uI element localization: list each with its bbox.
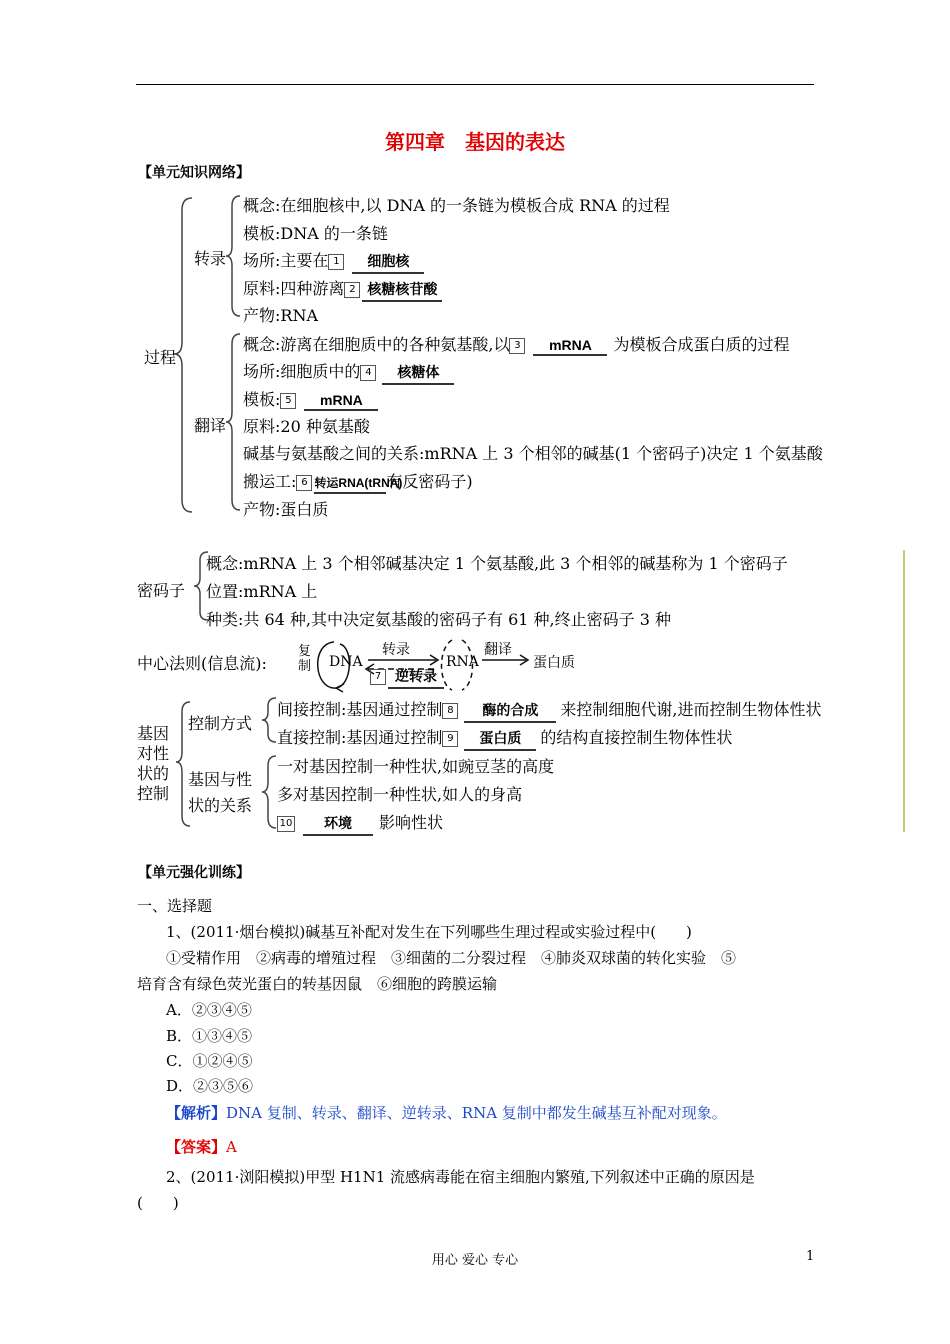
answer-10: 环境 [303, 813, 373, 836]
answer-4: 核糖体 [382, 362, 454, 385]
one-gene-one-trait: 一对基因控制一种性状,如豌豆茎的高度 [277, 757, 555, 776]
transcription-concept: 概念:在细胞核中,以 DNA 的一条链为模板合成 RNA 的过程 [243, 196, 670, 215]
label-translation: 翻译 [194, 416, 227, 435]
translation-base-relation: 碱基与氨基酸之间的关系:mRNA 上 3 个相邻的碱基(1 个密码子)决定 1 个氨基酸 [243, 444, 823, 463]
answer-6: 转运RNA(tRNA) [314, 474, 386, 494]
label-gene-control: 基因 对性 状的 控制 [137, 724, 170, 803]
transcription-template: 模板:DNA 的一条链 [243, 224, 388, 243]
part-heading-choice: 一、选择题 [137, 897, 213, 915]
node-dna: DNA [329, 654, 363, 670]
blank-number-10: 10 [277, 816, 295, 832]
q1-analysis: 【解析】DNA 复制、转录、翻译、逆转录、RNA 复制中都发生碱基互补配对现象。 [166, 1104, 727, 1122]
answer-5: mRNA [304, 392, 378, 411]
page-title: 第四章 基因的表达 [385, 130, 565, 154]
blank-number-9: 9 [442, 731, 458, 747]
blank-number-5: 5 [280, 393, 296, 409]
blank-number-8: 8 [442, 703, 458, 719]
q1-stem: 1、(2011·烟台模拟)碱基互补配对发生在下列哪些生理过程或实验过程中( ) [166, 923, 692, 941]
q2-stem-paren: ( ) [137, 1194, 179, 1212]
q1-answer: 【答案】A [166, 1138, 237, 1156]
direct-control: 直接控制:基因通过控制 9 蛋白质 的结构直接控制生物体性状 [277, 725, 732, 751]
q1-options-line2: 培育含有绿色荧光蛋白的转基因鼠 ⑥细胞的跨膜运输 [137, 975, 498, 993]
blank-number-6: 6 [296, 475, 312, 491]
page-number: 1 [806, 1249, 815, 1264]
q2-stem: 2、(2011·浏阳模拟)甲型 H1N1 流感病毒能在宿主细胞内繁殖,下列叙述中正确的原因是 [166, 1168, 755, 1186]
arrow-label-translation: 翻译 [484, 642, 512, 658]
multi-gene-one-trait: 多对基因控制一种性状,如人的身高 [277, 785, 523, 804]
section-heading-training: 【单元强化训练】 [138, 865, 250, 881]
translation-product: 产物:蛋白质 [243, 500, 329, 519]
answer-3: mRNA [533, 337, 607, 356]
reverse-transcription [370, 666, 444, 689]
q1-option-b[interactable]: B．①③④⑤ [166, 1027, 253, 1045]
label-control-mode: 控制方式 [188, 714, 253, 733]
answer-8: 酶的合成 [464, 700, 556, 723]
indirect-control: 间接控制:基因通过控制 8 酶的合成 来控制细胞代谢,进而控制生物体性状 [277, 697, 822, 723]
footer-text: 用心 爱心 专心 [431, 1253, 519, 1268]
blank-number-1: 1 [328, 254, 344, 270]
translation-template: 模板: 5 mRNA [243, 387, 378, 411]
q1-option-a[interactable]: A．②③④⑤ [166, 1001, 252, 1019]
answer-9: 蛋白质 [464, 728, 536, 751]
answer-7: 逆转录 [388, 666, 444, 689]
q1-option-d[interactable]: D．②③⑤⑥ [166, 1077, 254, 1095]
blank-number-7: 7 [370, 669, 386, 685]
answer-1: 细胞核 [352, 251, 424, 274]
node-protein: 蛋白质 [533, 655, 575, 671]
label-process: 过程 [144, 348, 177, 367]
blank-number-4: 4 [360, 365, 376, 381]
transcription-material: 原料:四种游离 2 核糖核苷酸 [243, 276, 442, 302]
answer-2: 核糖核苷酸 [362, 279, 442, 302]
label-gene-trait-relation: 基因与性 状的关系 [188, 770, 253, 815]
transcription-site: 场所:主要在 1 细胞核 [243, 248, 424, 274]
q1-options-line1: ①受精作用 ②病毒的增殖过程 ③细菌的二分裂过程 ④肺炎双球菌的转化实验 ⑤ [166, 949, 737, 967]
arrow-label-transcription: 转录 [382, 642, 410, 658]
label-replication: 复制 [298, 644, 312, 674]
translation-material: 原料:20 种氨基酸 [243, 417, 370, 436]
translation-site: 场所:细胞质中的 4 核糖体 [243, 359, 454, 385]
label-central-dogma: 中心法则(信息流): [137, 654, 267, 673]
translation-concept: 概念:游离在细胞质中的各种氨基酸,以 3 mRNA 为模板合成蛋白质的过程 [243, 335, 790, 354]
label-codon: 密码子 [137, 581, 186, 600]
node-rna: RNA [446, 654, 479, 670]
translation-carrier: 搬运工: 6 转运RNA(tRNA)有反密码子) [243, 469, 473, 494]
transcription-product: 产物:RNA [243, 306, 318, 325]
label-transcription: 转录 [194, 249, 227, 268]
blank-number-3: 3 [509, 338, 525, 354]
q1-option-c[interactable]: C．①②④⑤ [166, 1052, 253, 1070]
codon-concept: 概念:mRNA 上 3 个相邻碱基决定 1 个氨基酸,此 3 个相邻的碱基称为 1 个密码子 [206, 554, 788, 573]
environment-effect: 10 环境 影响性状 [277, 810, 443, 836]
blank-number-2: 2 [344, 282, 360, 298]
section-heading-network: 【单元知识网络】 [138, 165, 250, 181]
codon-types: 种类:共 64 种,其中决定氨基酸的密码子有 61 种,终止密码子 3 种 [206, 610, 671, 629]
codon-position: 位置:mRNA 上 [206, 582, 318, 601]
